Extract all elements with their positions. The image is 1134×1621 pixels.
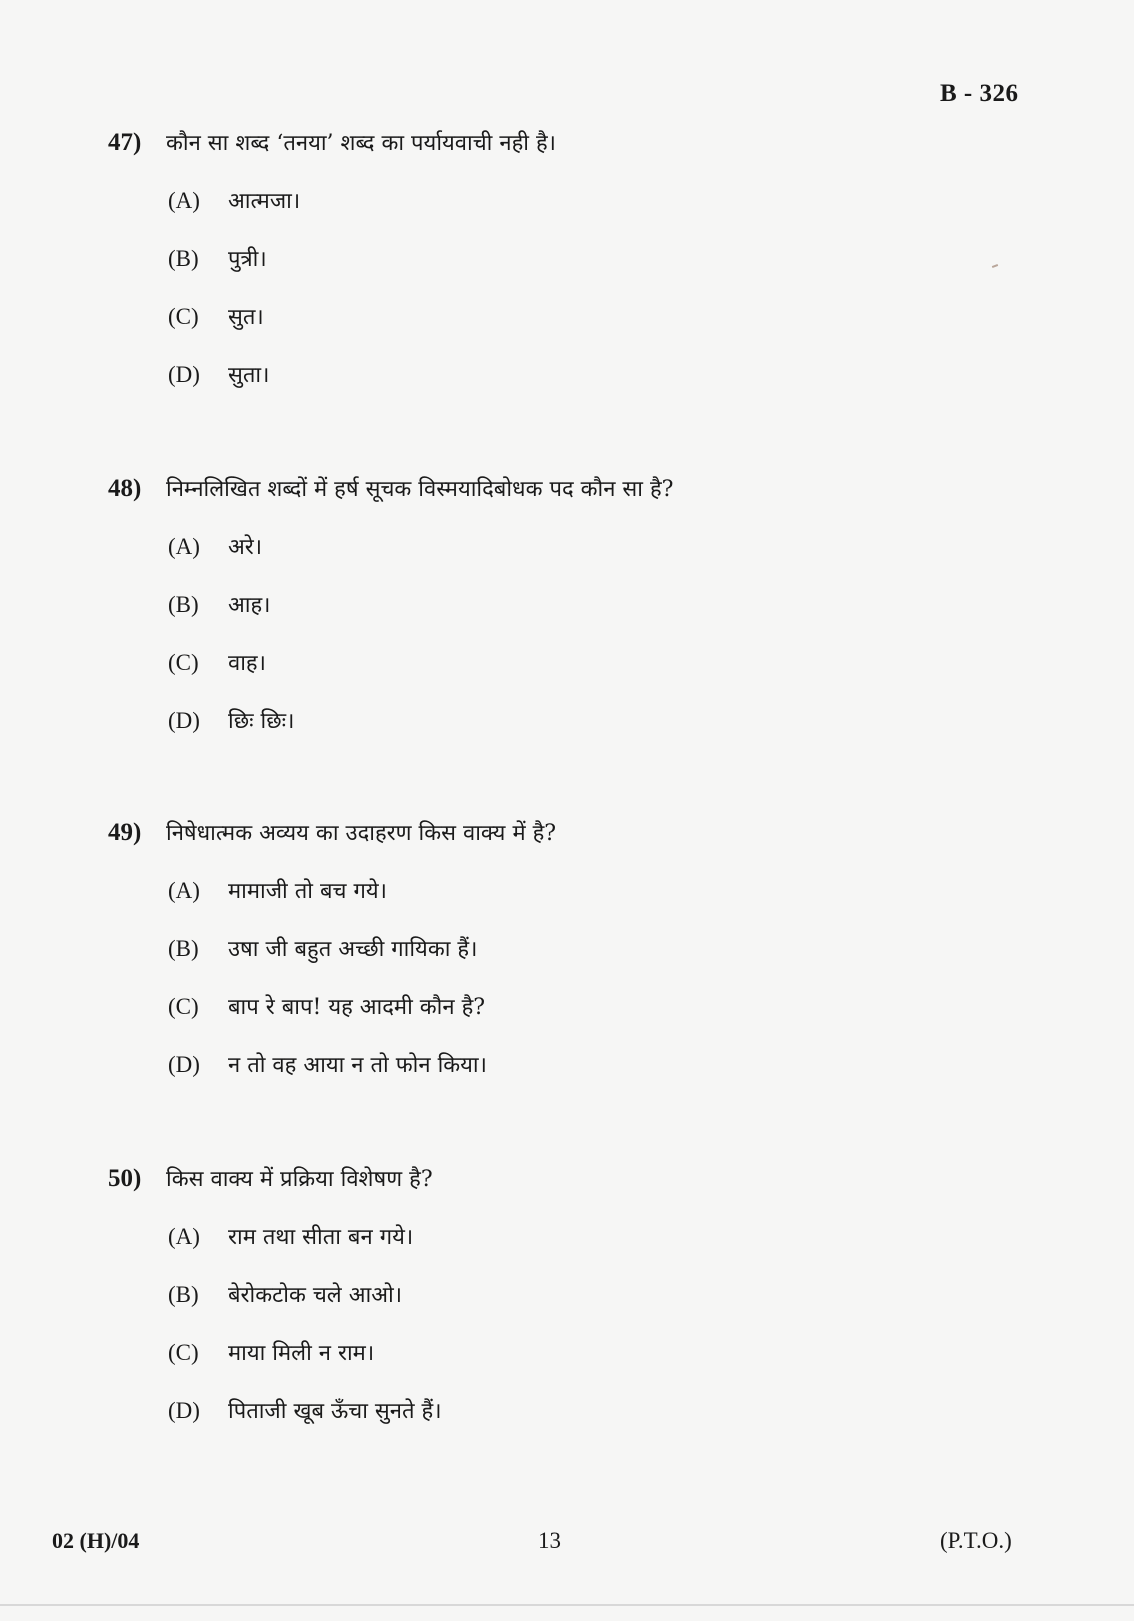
option-b	[168, 1280, 1068, 1316]
option-text: सुता।	[228, 363, 270, 388]
option-text: राम तथा सीता बन गये।	[228, 1225, 414, 1250]
option-b	[168, 244, 1068, 280]
option-text: आह।	[228, 593, 271, 618]
option-text: आत्मजा।	[228, 189, 301, 214]
question-number: 49)	[108, 819, 142, 846]
option-c	[168, 992, 1068, 1028]
option-c	[168, 1338, 1068, 1374]
question-text: किस वाक्य में प्रक्रिया विशेषण है?	[166, 1167, 433, 1192]
question-text: कौन सा शब्द ‘तनया’ शब्द का पर्यायवाची नही है।	[166, 131, 556, 156]
option-text: उषा जी बहुत अच्छी गायिका हैं।	[228, 937, 478, 962]
question-50	[108, 1164, 1068, 1432]
option-label: (A)	[168, 878, 200, 903]
option-label: (A)	[168, 188, 200, 213]
question-49	[108, 818, 1068, 1086]
question-line	[108, 128, 1068, 164]
option-text: पुत्री।	[228, 247, 267, 272]
option-text: माया मिली न राम।	[228, 1341, 375, 1366]
please-turn-over: (P.T.O.)	[940, 1528, 1012, 1553]
scan-edge-line	[0, 1604, 1134, 1606]
question-number: 47)	[108, 129, 142, 156]
option-d	[168, 360, 1068, 396]
footer-paper-id: 02 (H)/04	[52, 1528, 140, 1553]
question-text: निम्नलिखित शब्दों में हर्ष सूचक विस्मयादिबोधक पद कौन सा है?	[166, 477, 674, 502]
option-a	[168, 186, 1068, 222]
option-text: मामाजी तो बच गये।	[228, 879, 387, 904]
option-text: सुत।	[228, 305, 264, 330]
paper-code: B - 326	[940, 80, 1019, 107]
question-line	[108, 1164, 1068, 1200]
option-label: (C)	[168, 304, 199, 329]
option-text: छिः छिः।	[228, 709, 295, 734]
option-c	[168, 648, 1068, 684]
option-label: (D)	[168, 1398, 200, 1423]
option-label: (A)	[168, 1224, 200, 1249]
option-label: (D)	[168, 708, 200, 733]
option-d	[168, 706, 1068, 742]
option-label: (D)	[168, 1052, 200, 1077]
option-label: (B)	[168, 936, 199, 961]
option-a	[168, 1222, 1068, 1258]
option-label: (C)	[168, 1340, 199, 1365]
option-c	[168, 302, 1068, 338]
option-text: न तो वह आया न तो फोन किया।	[228, 1053, 487, 1078]
question-48	[108, 474, 1068, 742]
option-label: (B)	[168, 246, 199, 271]
question-47	[108, 128, 1068, 396]
option-d	[168, 1396, 1068, 1432]
option-b	[168, 590, 1068, 626]
question-number: 48)	[108, 475, 142, 502]
option-label: (A)	[168, 534, 200, 559]
option-b	[168, 934, 1068, 970]
option-text: अरे।	[228, 535, 263, 560]
option-label: (D)	[168, 362, 200, 387]
option-d	[168, 1050, 1068, 1086]
option-label: (B)	[168, 592, 199, 617]
option-text: पिताजी खूब ऊँचा सुनते हैं।	[228, 1399, 442, 1424]
option-label: (C)	[168, 994, 199, 1019]
option-text: वाह।	[228, 651, 266, 676]
question-line	[108, 818, 1068, 854]
option-label: (B)	[168, 1282, 199, 1307]
option-text: बाप रे बाप! यह आदमी कौन है?	[228, 995, 486, 1020]
question-number: 50)	[108, 1165, 142, 1192]
question-text: निषेधात्मक अव्यय का उदाहरण किस वाक्य में है?	[166, 821, 557, 846]
question-line	[108, 474, 1068, 510]
page-number: 13	[538, 1528, 561, 1553]
option-a	[168, 532, 1068, 568]
option-text: बेरोकटोक चले आओ।	[228, 1283, 403, 1308]
option-label: (C)	[168, 650, 199, 675]
option-a	[168, 876, 1068, 912]
